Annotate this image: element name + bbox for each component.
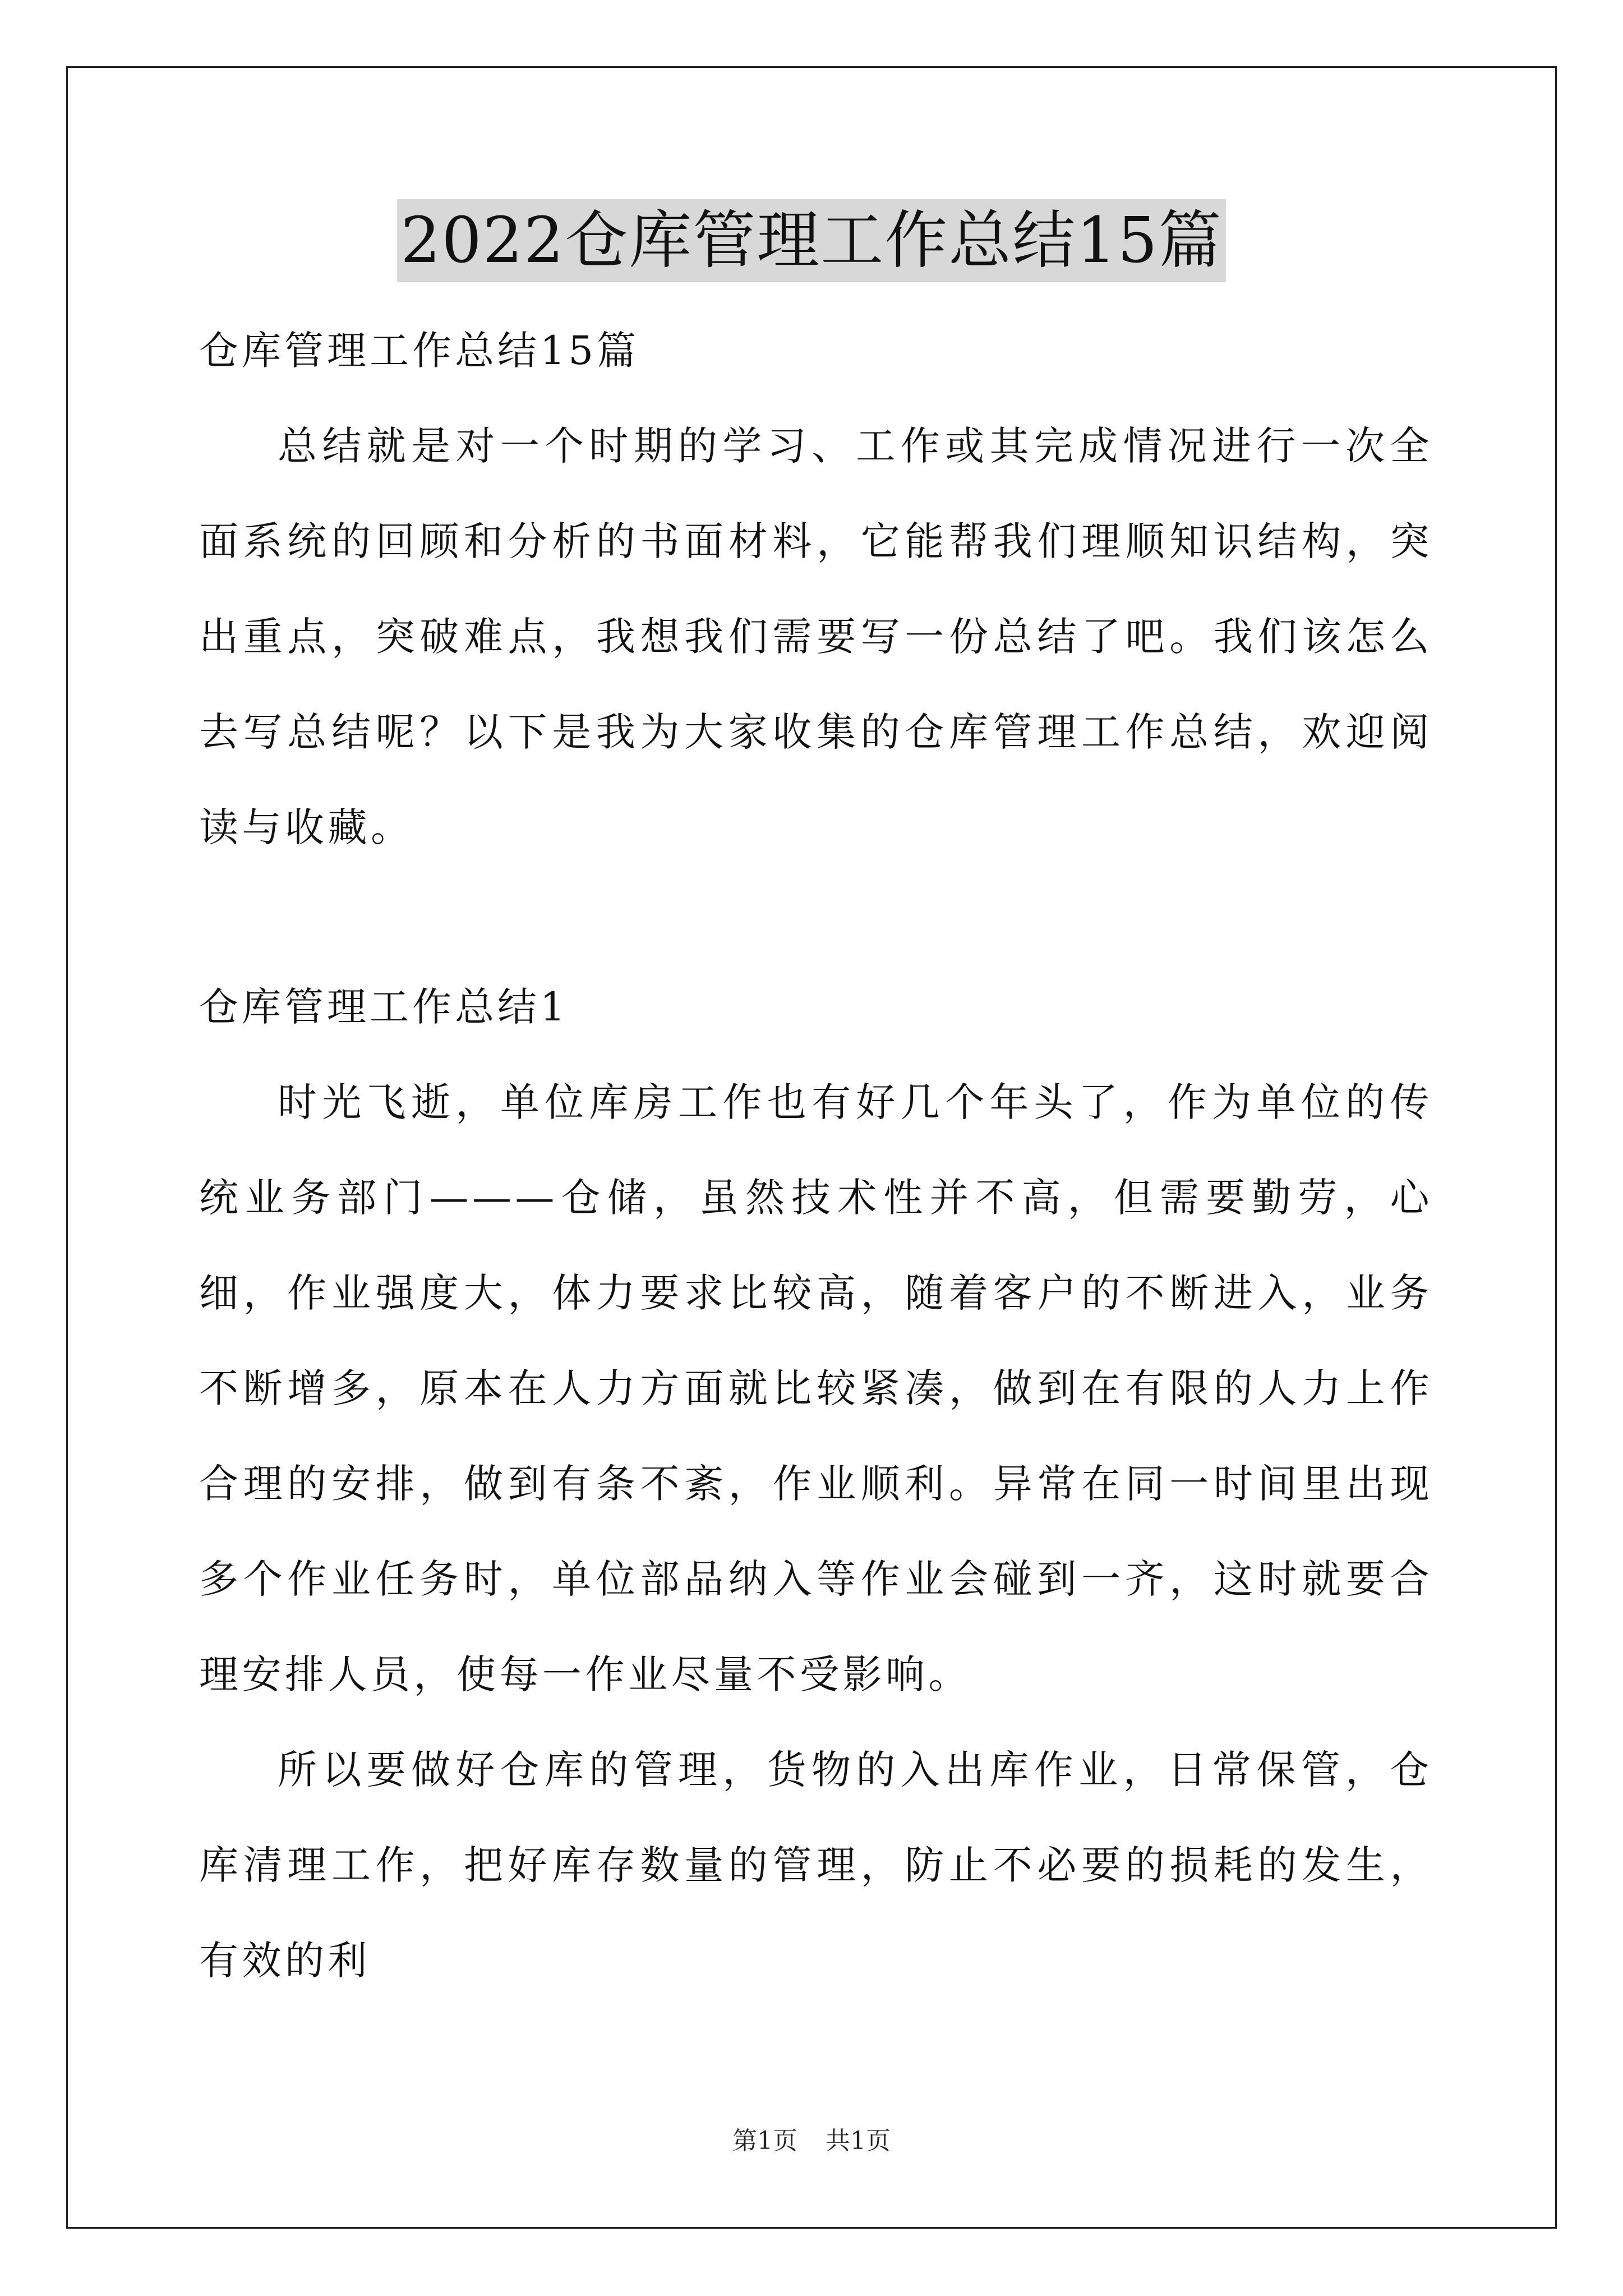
- document-subtitle: 仓库管理工作总结15篇: [199, 328, 640, 374]
- title-wrap: [0, 199, 1623, 282]
- page-number: 第1页: [732, 2127, 797, 2155]
- intro-paragraph: 总结就是对一个时期的学习、工作或其完成情况进行一次全面系统的回顾和分析的书面材料，它能帮我们理顺知识结构，突出重点，突破难点，我想我们需要写一份总结了吧。我们该怎么去写总结呢？以下是我为大家收集的仓库管理工作总结，欢迎阅读与收藏。: [199, 423, 1433, 850]
- page-total: 共1页: [826, 2127, 891, 2155]
- section-heading: 仓库管理工作总结1: [199, 984, 569, 1030]
- page-footer: [0, 2120, 1623, 2156]
- section-gap: [199, 875, 1433, 959]
- document-title: 2022仓库管理工作总结15篇: [397, 199, 1226, 282]
- document-body: [199, 303, 1433, 2008]
- body-paragraph: 所以要做好仓库的管理，货物的入出库作业，日常保管，仓库清理工作，把好库存数量的管理，防止不必要的损耗的发生，有效的利: [199, 1747, 1433, 1984]
- body-paragraph: 时光飞逝，单位库房工作也有好几个年头了，作为单位的传统业务部门———仓储，虽然技术性并不高，但需要勤劳，心细，作业强度大，体力要求比较高，随着客户的不断进入，业务不断增多，原本在人力方面就比较紧凑，做到在有限的人力上作合理的安排，做到有条不紊，作业顺利。异常在同一时间里出现多个作业任务时，单位部品纳入等作业会碰到一齐，这时就要合理安排人员，使每一作业尽量不受影响。: [199, 1079, 1433, 1697]
